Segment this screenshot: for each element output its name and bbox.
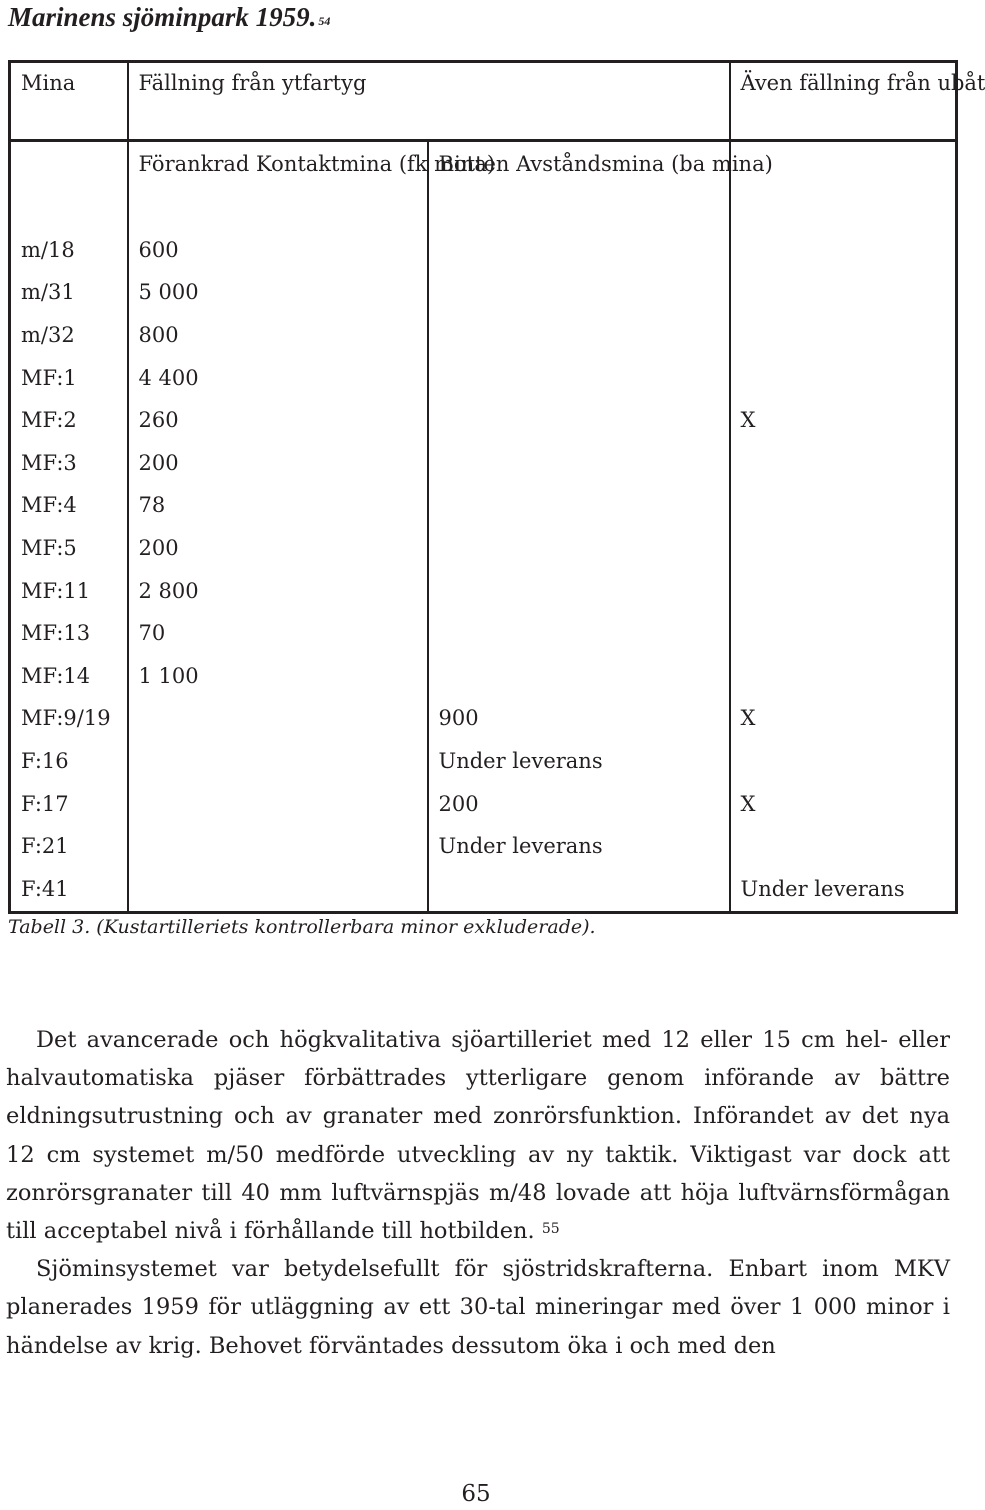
table-subheader-row	[10, 141, 957, 230]
cell-mina: m/31	[10, 272, 128, 315]
cell-ba-mina	[428, 357, 730, 400]
cell-fk-mina	[128, 868, 428, 912]
table-row	[10, 570, 957, 613]
cell-ubat	[730, 229, 957, 272]
cell-mina: MF:11	[10, 570, 128, 613]
cell-ba-mina	[428, 612, 730, 655]
mine-inventory-table	[8, 60, 985, 914]
cell-ubat	[730, 740, 957, 783]
cell-ba-mina	[428, 314, 730, 357]
paragraph-1-text: Det avancerade och högkvalitativa sjöartilleriet med 12 eller 15 cm hel- eller halvautomatiska pjäser förbättrades ytterligare genom införande av bättre eldningsutrustning och av granater med zonrörsfunktion. Införandet av det nya 12 cm systemet m/50 medförde utveckling av ny taktik. Viktigast var dock att zonrörsgranater till 40 mm luftvärnspjäs m/48 lovade att höja luftvärnsförmågan till acceptabel nivå i förhållande till hotbilden.	[6, 1027, 950, 1245]
cell-ba-mina: 200	[428, 783, 730, 826]
cell-mina: MF:3	[10, 442, 128, 485]
cell-fk-mina: 70	[128, 612, 428, 655]
cell-ba-mina	[428, 442, 730, 485]
cell-mina: MF:4	[10, 485, 128, 528]
subheader-fk-mina: Förankrad Kontaktmina (fk mina)	[128, 141, 428, 230]
table-row	[10, 485, 957, 528]
col-header-ytfartyg: Fällning från ytfartyg	[128, 62, 730, 141]
cell-ubat	[730, 485, 957, 528]
cell-ba-mina: Under leverans	[428, 740, 730, 783]
cell-ubat	[730, 825, 957, 868]
cell-fk-mina: 600	[128, 229, 428, 272]
page-number: 65	[461, 1481, 491, 1507]
paragraph-1	[6, 1021, 950, 1250]
cell-mina: F:17	[10, 783, 128, 826]
cell-fk-mina: 200	[128, 527, 428, 570]
table-caption: Tabell 3. (Kustartilleriets kontrollerbara minor exkluderade).	[8, 916, 596, 938]
cell-ubat	[730, 357, 957, 400]
table-row	[10, 783, 957, 826]
table-row	[10, 825, 957, 868]
cell-fk-mina: 260	[128, 399, 428, 442]
cell-fk-mina	[128, 740, 428, 783]
paragraph-2: Sjöminsystemet var betydelsefullt för sjöstridskrafterna. Enbart inom MKV planerades 1959 för utläggning av ett 30-tal mineringar med över 1 000 minor i händelse av krig. Behovet förväntades dessutom öka i och med den	[6, 1256, 950, 1359]
cell-fk-mina	[128, 783, 428, 826]
cell-ba-mina	[428, 655, 730, 698]
cell-mina: MF:5	[10, 527, 128, 570]
table-row	[10, 357, 957, 400]
cell-mina: MF:2	[10, 399, 128, 442]
cell-mina: F:41	[10, 868, 128, 912]
cell-ba-mina	[428, 527, 730, 570]
cell-ba-mina: 900	[428, 698, 730, 741]
cell-mina: MF:9/19	[10, 698, 128, 741]
subheader-empty	[10, 141, 128, 230]
page-title	[8, 0, 330, 34]
cell-ba-mina: Under leverans	[428, 825, 730, 868]
cell-ba-mina	[428, 570, 730, 613]
cell-ubat: X	[730, 698, 957, 741]
cell-ba-mina	[428, 399, 730, 442]
col-header-mina: Mina	[10, 62, 128, 141]
col-header-ubat: Även fällning från ubåt	[730, 62, 957, 141]
cell-mina: m/32	[10, 314, 128, 357]
table-row	[10, 612, 957, 655]
cell-fk-mina: 5 000	[128, 272, 428, 315]
table-row	[10, 655, 957, 698]
cell-mina: MF:13	[10, 612, 128, 655]
cell-fk-mina: 2 800	[128, 570, 428, 613]
cell-fk-mina: 78	[128, 485, 428, 528]
subheader-ba-mina: Botten Avståndsmina (ba mina)	[428, 141, 730, 230]
cell-ubat	[730, 612, 957, 655]
table-row	[10, 868, 957, 912]
title-text: Marinens sjöminpark 1959.	[8, 2, 317, 32]
table-row	[10, 314, 957, 357]
cell-ubat	[730, 570, 957, 613]
cell-ubat: X	[730, 399, 957, 442]
cell-fk-mina: 200	[128, 442, 428, 485]
table-row	[10, 272, 957, 315]
table-row	[10, 399, 957, 442]
cell-fk-mina: 1 100	[128, 655, 428, 698]
cell-fk-mina	[128, 825, 428, 868]
cell-ubat	[730, 655, 957, 698]
cell-ubat: X	[730, 783, 957, 826]
cell-mina: F:16	[10, 740, 128, 783]
cell-ubat	[730, 527, 957, 570]
cell-mina: m/18	[10, 229, 128, 272]
cell-ubat	[730, 272, 957, 315]
cell-ubat	[730, 442, 957, 485]
table-row	[10, 442, 957, 485]
footnote-ref: 54	[318, 14, 331, 28]
table-row	[10, 229, 957, 272]
body-text	[6, 1021, 950, 1365]
table-row	[10, 527, 957, 570]
cell-ba-mina	[428, 272, 730, 315]
table-row	[10, 740, 957, 783]
cell-ubat: Under leverans	[730, 868, 957, 912]
cell-ubat	[730, 314, 957, 357]
table-header-row	[10, 62, 957, 141]
cell-mina: MF:1	[10, 357, 128, 400]
cell-fk-mina	[128, 698, 428, 741]
cell-mina: MF:14	[10, 655, 128, 698]
cell-ba-mina	[428, 485, 730, 528]
cell-fk-mina: 4 400	[128, 357, 428, 400]
cell-ba-mina	[428, 868, 730, 912]
footnote-ref-55: 55	[541, 1221, 560, 1238]
cell-fk-mina: 800	[128, 314, 428, 357]
cell-mina: F:21	[10, 825, 128, 868]
cell-ba-mina	[428, 229, 730, 272]
table-row	[10, 698, 957, 741]
